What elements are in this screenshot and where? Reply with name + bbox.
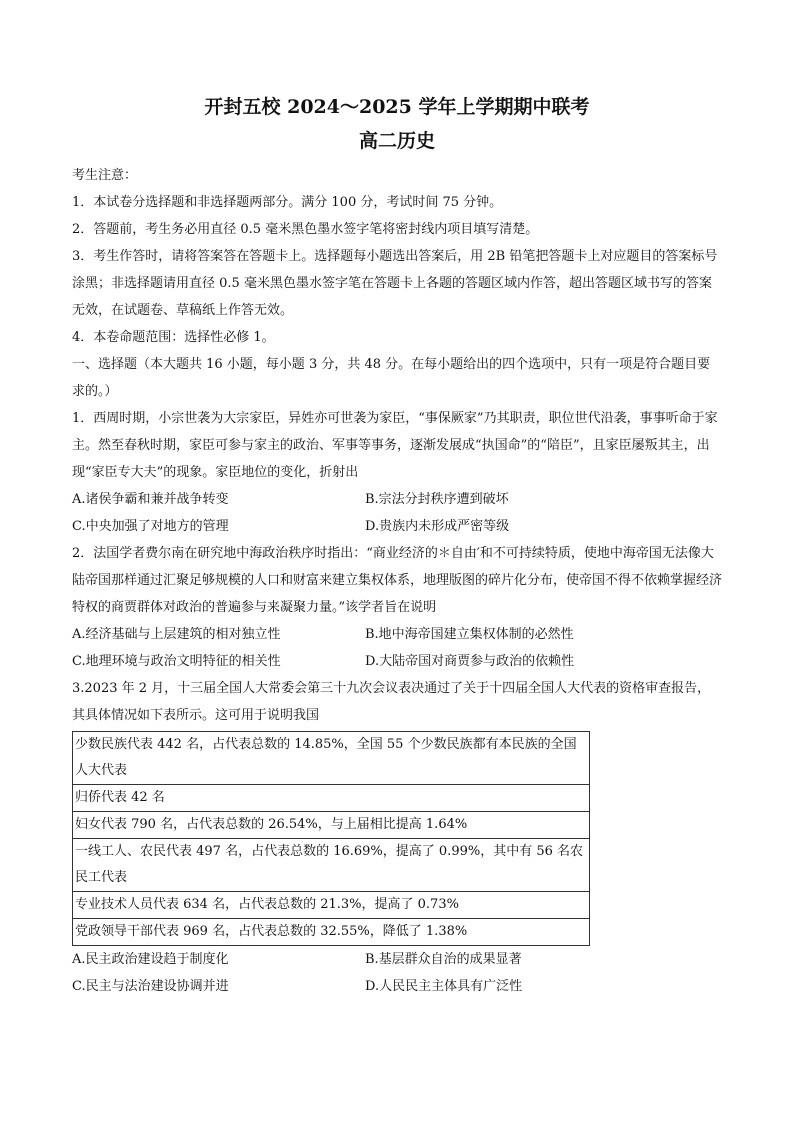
option-b: B.宗法分封秩序遭到破坏: [365, 492, 509, 507]
question-1: [72, 405, 722, 540]
option-d: D.人民民主主体具有广泛性: [365, 979, 523, 994]
option-d: D.贵族内未形成严密等级: [365, 519, 510, 534]
question-stem: 1．西周时期，小宗世袭为大宗家臣，异姓亦可世袭为家臣，“事保厥家”乃其职责，职位世代沿袭，事事听命于家主。然至春秋时期，家臣可参与家主的政治、军事等事务，逐渐发展成“执国命”的“陪臣”，且家臣屡叛其主，出现“家臣专大夫”的现象。家臣地位的变化，折射出: [72, 411, 718, 480]
table-row: [73, 785, 590, 812]
table-cell: 党政领导干部代表 969 名，占代表总数的 32.55%，降低了 1.38%: [73, 919, 590, 946]
table-cell: 专业技术人员代表 634 名，占代表总数的 21.3%，提高了 0.73%: [73, 892, 590, 919]
section-heading: 一、选择题（本大题共 16 小题，每小题 3 分，共 48 分。在每小题给出的四个选项中，只有一项是符合题目要求的。）: [72, 357, 711, 399]
notice-item: 3．考生作答时，请将答案答在答题卡上。选择题每小题选出答案后，用 2B 铅笔把答题卡上对应题目的答案标号涂黑；非选择题请用直径 0.5 毫米黑色墨水签字笔在答题卡上各题的答题区域内作答，超出答题区域书写的答案无效，在试题卷、草稿纸上作答无效。: [72, 249, 718, 318]
notice-block: [72, 162, 722, 351]
option-b: B.地中海帝国建立集权体制的必然性: [365, 627, 574, 642]
notice-item: 1．本试卷分选择题和非选择题两部分。满分 100 分，考试时间 75 分钟。: [72, 195, 503, 210]
table-row: [73, 732, 590, 785]
question-stem: 3.2023 年 2 月，十三届全国人大常委会第三十九次会议表决通过了关于十四届全国人大代表的资格审查报告，其具体情况如下表所示。这可用于说明我国: [72, 681, 711, 723]
table-cell: 少数民族代表 442 名，占代表总数的 14.85%，全国 55 个少数民族都有本民族的全国人大代表: [73, 732, 590, 785]
question-stem: 2．法国学者费尔南在研究地中海政治秩序时指出：“商业经济的＊自由′和不可持续特质，使地中海帝国无法像大陆帝国那样通过汇聚足够规模的人口和财富来建立集权体系，地理版图的碎片化分布，使帝国不得不依赖掌握经济特权的商贾群体对政治的普遍参与来凝聚力量。”该学者旨在说明: [72, 546, 723, 615]
option-list: [72, 946, 722, 1000]
option-c: C.民主与法治建设协调并进: [72, 979, 229, 994]
table-row: [73, 892, 590, 919]
exam-page: [72, 92, 722, 1000]
option-a: A.民主政治建设趋于制度化: [72, 952, 229, 967]
delegate-table: [72, 731, 590, 946]
exam-title: 开封五校 2024～2025 学年上学期期中联考: [204, 96, 590, 118]
table-cell: 一线工人、农民代表 497 名，占代表总数的 16.69%，提高了 0.99%，其中有 56 名农民工代表: [73, 839, 590, 892]
option-list: [72, 486, 722, 540]
option-a: A.诸侯争霸和兼并战争转变: [72, 492, 229, 507]
question-3: [72, 675, 722, 1000]
table-row: [73, 919, 590, 946]
table-cell: 归侨代表 42 名: [73, 785, 590, 812]
notice-item: 4．本卷命题范围：选择性必修 1。: [72, 330, 275, 345]
option-a: A.经济基础与上层建筑的相对独立性: [72, 627, 281, 642]
exam-subject: 高二历史: [358, 130, 435, 152]
option-b: B.基层群众自治的成果显著: [365, 952, 522, 967]
table-row: [73, 812, 590, 839]
option-d: D.大陆帝国对商贾参与政治的依赖性: [365, 654, 575, 669]
table-cell: 妇女代表 790 名，占代表总数的 26.54%，与上届相比提高 1.64%: [73, 812, 590, 839]
question-2: [72, 540, 722, 675]
notice-heading: 考生注意：: [72, 168, 138, 183]
option-c: C.中央加强了对地方的管理: [72, 519, 229, 534]
option-c: C.地理环境与政治文明特征的相关性: [72, 654, 281, 669]
option-list: [72, 621, 722, 675]
notice-item: 2．答题前，考生务必用直径 0.5 毫米黑色墨水签字笔将密封线内项目填写清楚。: [72, 222, 539, 237]
table-row: [73, 839, 590, 892]
